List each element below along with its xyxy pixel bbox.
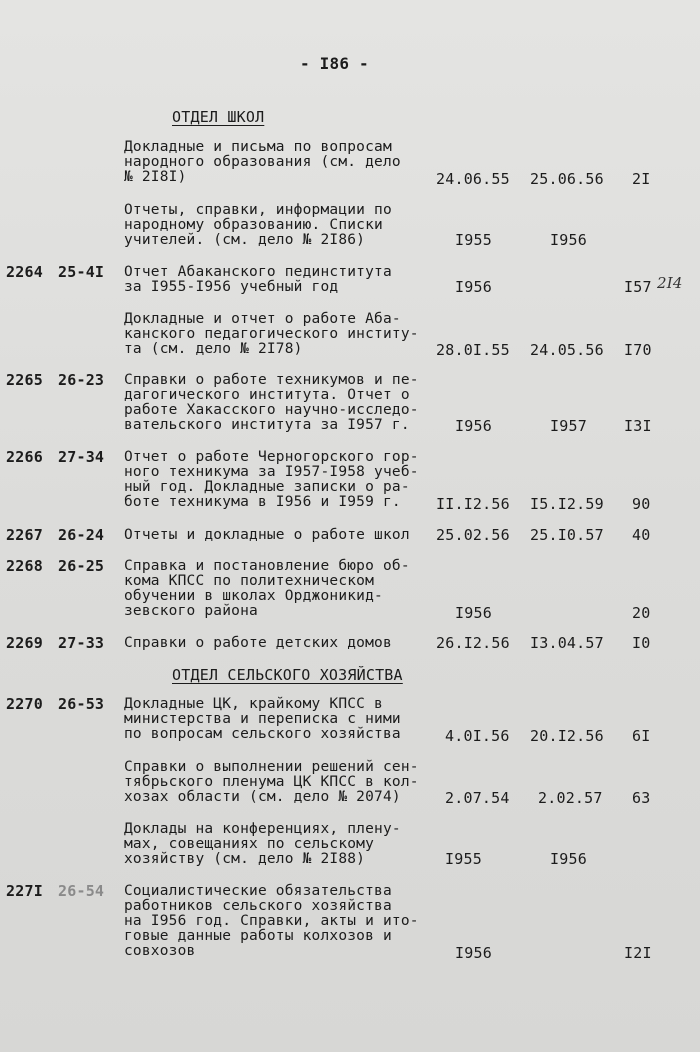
entry-title: Докладные и отчет о работе Аба- канского педагогического институ- та (см. дело № 2I78) <box>124 311 419 357</box>
entry-start-date: 2.07.54 <box>445 789 510 807</box>
entry-title: Докладные ЦК, крайкому КПСС в министерства и переписка с ними по вопросам сельского хозяйства <box>124 696 401 742</box>
section-header-schools: ОТДЕЛ ШКОЛ <box>172 108 265 126</box>
entry-number: 2268 <box>6 557 43 575</box>
entry-start-date: 4.0I.56 <box>445 727 510 745</box>
entry-end-date: I3.04.57 <box>530 634 604 652</box>
entry-start-date: 26.I2.56 <box>436 634 510 652</box>
entry-code: 26-53 <box>58 695 105 713</box>
entry-start-date: I956 <box>455 944 492 962</box>
entry-code: 26-54 <box>58 882 105 900</box>
entry-end-date: 25.I0.57 <box>530 526 604 544</box>
entry-sheets: 20 <box>632 604 651 622</box>
entry-number: 2264 <box>6 263 43 281</box>
entry-title: Доклады на конференциях, плену- мах, совещаниях по сельскому хозяйству (см. дело № 2I88) <box>124 821 401 867</box>
entry-end-date: I957 <box>550 417 587 435</box>
entry-number: 2265 <box>6 371 43 389</box>
entry-sheets: 63 <box>632 789 651 807</box>
entry-start-date: 25.02.56 <box>436 526 510 544</box>
entry-title: Отчеты и докладные о работе школ <box>124 527 410 543</box>
entry-sheets: 2I <box>632 170 651 188</box>
entry-start-date: 24.06.55 <box>436 170 510 188</box>
entry-number: 2266 <box>6 448 43 466</box>
handwritten-sheet-count: 2I4 <box>657 274 683 292</box>
entry-start-date: I956 <box>455 417 492 435</box>
entry-start-date: 28.0I.55 <box>436 341 510 359</box>
entry-title: Справки о работе техникумов и пе- дагогического института. Отчет о работе Хакасского научно-исследо- вательского института за I957 г. <box>124 372 419 433</box>
entry-number: 2269 <box>6 634 43 652</box>
page-number: - I86 - <box>300 54 369 73</box>
entry-title: Справки о работе детских домов <box>124 635 392 651</box>
entry-title: Справка и постановление бюро об- кома КПСС по политехническом обучении в школах Орджоникид- зевского района <box>124 558 410 619</box>
entry-end-date: 25.06.56 <box>530 170 604 188</box>
entry-number: 2267 <box>6 526 43 544</box>
entry-sheets: 40 <box>632 526 651 544</box>
entry-sheets: I70 <box>624 341 652 359</box>
entry-number: 227I <box>6 882 43 900</box>
entry-sheets: 6I <box>632 727 651 745</box>
entry-end-date: I956 <box>550 850 587 868</box>
entry-end-date: I5.I2.59 <box>530 495 604 513</box>
entry-start-date: II.I2.56 <box>436 495 510 513</box>
entry-title: Отчет о работе Черногорского гор- ного техникума за I957-I958 учеб- ный год. Докладные записки о ра- боте техникума в I956 и I959 г. <box>124 449 419 510</box>
entry-sheets: I57 <box>624 278 652 296</box>
entry-code: 26-24 <box>58 526 105 544</box>
entry-start-date: I955 <box>455 231 492 249</box>
entry-end-date: I956 <box>550 231 587 249</box>
entry-title: Докладные и письма по вопросам народного образования (см. дело № 2I8I) <box>124 139 401 185</box>
entry-title: Отчеты, справки, информации по народному образованию. Списки учителей. (см. дело № 2I86) <box>124 202 392 248</box>
section-header-agriculture: ОТДЕЛ СЕЛЬСКОГО ХОЗЯЙСТВА <box>172 666 403 684</box>
entry-sheets: I3I <box>624 417 652 435</box>
entry-sheets: 90 <box>632 495 651 513</box>
entry-start-date: I956 <box>455 278 492 296</box>
entry-title: Отчет Абаканского пединститута за I955-I956 учебный год <box>124 264 392 295</box>
entry-start-date: I955 <box>445 850 482 868</box>
entry-code: 25-4I <box>58 263 105 281</box>
entry-end-date: 20.I2.56 <box>530 727 604 745</box>
entry-title: Справки о выполнении решений сен- тябрьского пленума ЦК КПСС в кол- хозах области (см. дело № 2074) <box>124 759 419 805</box>
entry-number: 2270 <box>6 695 43 713</box>
entry-title: Социалистические обязательства работников сельского хозяйства на I956 год. Справки, акты и ито- говые данные работы колхозов и совхозов <box>124 883 419 959</box>
entry-code: 26-25 <box>58 557 105 575</box>
entry-end-date: 2.02.57 <box>538 789 603 807</box>
entry-start-date: I956 <box>455 604 492 622</box>
entry-code: 27-34 <box>58 448 105 466</box>
entry-end-date: 24.05.56 <box>530 341 604 359</box>
entry-code: 27-33 <box>58 634 105 652</box>
entry-code: 26-23 <box>58 371 105 389</box>
entry-sheets: I2I <box>624 944 652 962</box>
entry-sheets: I0 <box>632 634 651 652</box>
